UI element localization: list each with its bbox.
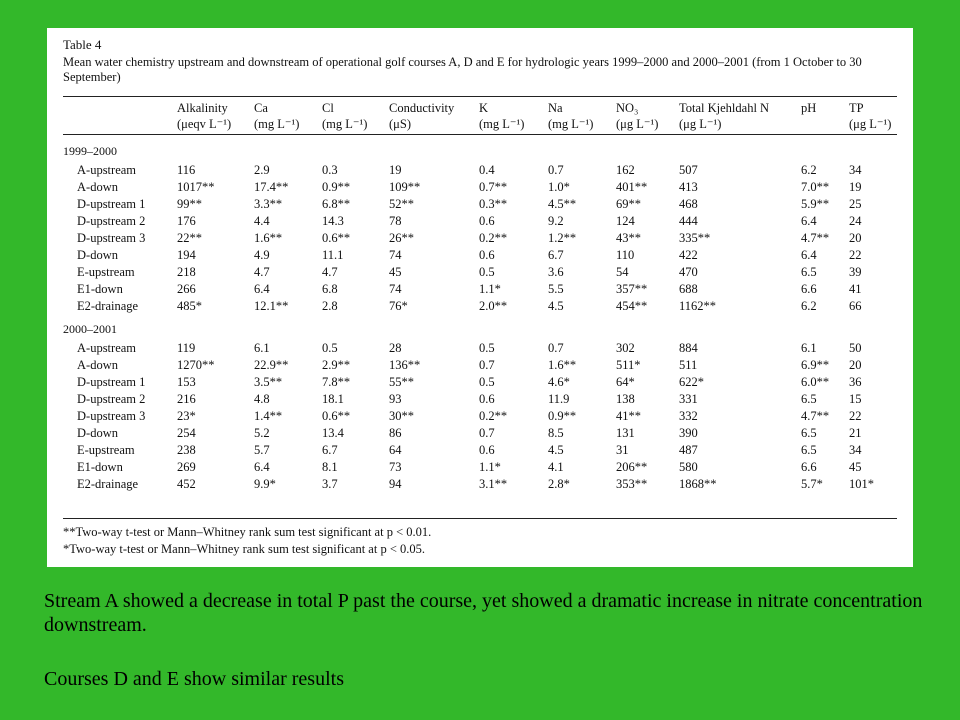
table-cell: 0.3**: [479, 197, 508, 211]
table-cell: 153: [177, 375, 196, 389]
table-row: [47, 358, 913, 375]
table-cell: 487: [679, 443, 698, 457]
table-cell: 6.1: [254, 341, 270, 355]
table-cell: 13.4: [322, 426, 344, 440]
table-cell: 28: [389, 341, 402, 355]
table-cell: 1017**: [177, 180, 215, 194]
table-cell: 6.5: [801, 426, 817, 440]
table-cell: 5.7*: [801, 477, 823, 491]
table-cell: 21: [849, 426, 862, 440]
table-cell: 11.1: [322, 248, 344, 262]
table-cell: 4.7: [254, 265, 270, 279]
table-cell: 0.6**: [322, 231, 351, 245]
table-cell: 0.3: [322, 163, 338, 177]
table-row: [47, 460, 913, 477]
table-cell: 9.9*: [254, 477, 276, 491]
table-cell: 31: [616, 443, 629, 457]
row-label: D-down: [77, 248, 118, 262]
table-cell: 332: [679, 409, 698, 423]
column-header: [479, 100, 524, 132]
table-cell: 4.7**: [801, 409, 830, 423]
row-label: E-upstream: [77, 443, 135, 457]
table-row: [47, 197, 913, 214]
table-cell: 4.7**: [801, 231, 830, 245]
table-cell: 110: [616, 248, 635, 262]
table-cell: 3.3**: [254, 197, 283, 211]
table-cell: 0.9**: [322, 180, 351, 194]
table-cell: 8.1: [322, 460, 338, 474]
table-cell: 0.7**: [479, 180, 508, 194]
table-cell: 331: [679, 392, 698, 406]
table-cell: 194: [177, 248, 196, 262]
table-cell: 4.5: [548, 443, 564, 457]
table-cell: 50: [849, 341, 862, 355]
table-row: [47, 163, 913, 180]
table-cell: 1.1*: [479, 282, 501, 296]
table-cell: 39: [849, 265, 862, 279]
table-cell: 15: [849, 392, 862, 406]
table-cell: 2.9**: [322, 358, 351, 372]
table-row: [47, 231, 913, 248]
table-cell: 43**: [616, 231, 641, 245]
table-cell: 4.9: [254, 248, 270, 262]
table-cell: 41: [849, 282, 862, 296]
table-cell: 511*: [616, 358, 641, 372]
table-cell: 26**: [389, 231, 414, 245]
table-cell: 1868**: [679, 477, 717, 491]
table-cell: 6.4: [254, 460, 270, 474]
table-cell: 3.5**: [254, 375, 283, 389]
table-cell: 54: [616, 265, 629, 279]
column-header-name: NO₃: [616, 101, 639, 115]
table-cell: 18.1: [322, 392, 344, 406]
table-row: [47, 443, 913, 460]
column-header-name: K: [479, 101, 489, 115]
column-header-name: Alkalinity: [177, 101, 228, 115]
table-cell: 0.4: [479, 163, 495, 177]
table-cell: 1.4**: [254, 409, 283, 423]
table-cell: 78: [389, 214, 402, 228]
table-cell: 66: [849, 299, 862, 313]
table-cell: 109**: [389, 180, 421, 194]
table-cell: 580: [679, 460, 698, 474]
table-cell: 254: [177, 426, 196, 440]
row-label: D-upstream 2: [77, 214, 146, 228]
row-label: D-upstream 3: [77, 409, 146, 423]
table-row: [47, 409, 913, 426]
table-row: [47, 299, 913, 316]
column-header: [322, 100, 367, 132]
table-cell: 688: [679, 282, 698, 296]
table-cell: 390: [679, 426, 698, 440]
row-label: E2-drainage: [77, 299, 139, 313]
column-header-unit: (mg L⁻¹): [254, 117, 300, 131]
table-cell: 74: [389, 282, 402, 296]
table-cell: 8.5: [548, 426, 564, 440]
table-cell: 73: [389, 460, 402, 474]
table-cell: 507: [679, 163, 698, 177]
row-label: D-upstream 3: [77, 231, 146, 245]
table-caption: Mean water chemistry upstream and downstream of operational golf courses A, D and E for hydrologic years 1999–2000 and 2000–2001 (from 1 October to 30 September): [63, 55, 862, 84]
table-cell: 1.6**: [254, 231, 283, 245]
table-row: [47, 392, 913, 409]
table-cell: 64*: [616, 375, 635, 389]
table-cell: 335**: [679, 231, 711, 245]
row-label: E2-drainage: [77, 477, 139, 491]
table-cell: 7.0**: [801, 180, 830, 194]
table-cell: 101*: [849, 477, 874, 491]
table-cell: 302: [616, 341, 635, 355]
table-cell: 468: [679, 197, 698, 211]
table-cell: 7.8**: [322, 375, 351, 389]
column-header: [849, 100, 891, 132]
table-cell: 19: [849, 180, 862, 194]
table-row: [47, 375, 913, 392]
table-cell: 218: [177, 265, 196, 279]
table-cell: 116: [177, 163, 196, 177]
row-label: A-down: [77, 180, 118, 194]
column-header-unit: (mg L⁻¹): [548, 117, 594, 131]
table-cell: 24: [849, 214, 862, 228]
table-cell: 413: [679, 180, 698, 194]
table-cell: 0.5: [322, 341, 338, 355]
table-cell: 6.4: [801, 248, 817, 262]
table-cell: 0.7: [479, 426, 495, 440]
table-cell: 34: [849, 443, 862, 457]
table-cell: 444: [679, 214, 698, 228]
table-cell: 94: [389, 477, 402, 491]
table-cell: 69**: [616, 197, 641, 211]
table-cell: 0.9**: [548, 409, 577, 423]
table-cell: 0.6: [479, 214, 495, 228]
table-cell: 1.2**: [548, 231, 577, 245]
column-header-unit: (μeqv L⁻¹): [177, 117, 232, 131]
table-cell: 17.4**: [254, 180, 289, 194]
row-label: E1-down: [77, 460, 123, 474]
column-header-unit: (mg L⁻¹): [479, 117, 525, 131]
table-cell: 238: [177, 443, 196, 457]
table-cell: 4.7: [322, 265, 338, 279]
table-cell: 6.1: [801, 341, 817, 355]
column-header-name: Ca: [254, 101, 268, 115]
table-row: [47, 214, 913, 231]
table-cell: 1.0*: [548, 180, 570, 194]
table-cell: 4.1: [548, 460, 564, 474]
table-cell: 1.1*: [479, 460, 501, 474]
table-cell: 41**: [616, 409, 641, 423]
section-label: 1999–2000: [63, 144, 117, 158]
table-cell: 401**: [616, 180, 648, 194]
table-cell: 5.2: [254, 426, 270, 440]
table-cell: 30**: [389, 409, 414, 423]
column-header: [254, 100, 299, 132]
row-label: E-upstream: [77, 265, 135, 279]
table-cell: 124: [616, 214, 635, 228]
slide-paragraph-2: Courses D and E show similar results: [44, 668, 344, 690]
table-cell: 2.8: [322, 299, 338, 313]
table-cell: 176: [177, 214, 196, 228]
table-cell: 2.0**: [479, 299, 508, 313]
row-label: D-upstream 2: [77, 392, 146, 406]
row-label: D-upstream 1: [77, 375, 146, 389]
table-cell: 1270**: [177, 358, 215, 372]
row-label: A-down: [77, 358, 118, 372]
table-cell: 45: [389, 265, 402, 279]
table-top-rule: [63, 96, 897, 97]
table-cell: 6.8**: [322, 197, 351, 211]
table-cell: 131: [616, 426, 635, 440]
table-cell: 5.9**: [801, 197, 830, 211]
table-cell: 93: [389, 392, 402, 406]
table-cell: 86: [389, 426, 402, 440]
table-header-rule: [63, 134, 897, 135]
table-row: [47, 180, 913, 197]
table-cell: 119: [177, 341, 196, 355]
table-cell: 6.6: [801, 460, 817, 474]
table-cell: 6.4: [254, 282, 270, 296]
table-cell: 52**: [389, 197, 414, 211]
table-cell: 622*: [679, 375, 704, 389]
column-header: [616, 100, 658, 132]
table-cell: 0.7: [548, 163, 564, 177]
table-cell: 422: [679, 248, 698, 262]
column-header-name: Cl: [322, 101, 334, 115]
row-label: D-down: [77, 426, 118, 440]
column-header: [389, 100, 454, 132]
table-cell: 20: [849, 358, 862, 372]
table-cell: 485*: [177, 299, 202, 313]
table-cell: 6.7: [548, 248, 564, 262]
table-cell: 55**: [389, 375, 414, 389]
table-cell: 6.5: [801, 392, 817, 406]
column-header-name: TP: [849, 101, 864, 115]
table-cell: 6.8: [322, 282, 338, 296]
column-header-name: Total Kjehldahl N: [679, 101, 770, 115]
table-cell: 2.8*: [548, 477, 570, 491]
table-cell: 6.6: [801, 282, 817, 296]
table-row: [47, 477, 913, 494]
table-bottom-rule: [63, 518, 897, 519]
table-row: [47, 341, 913, 358]
table-cell: 76*: [389, 299, 408, 313]
table-cell: 5.5: [548, 282, 564, 296]
table-cell: 4.8: [254, 392, 270, 406]
table-cell: 22**: [177, 231, 202, 245]
column-header-unit: (mg L⁻¹): [322, 117, 368, 131]
column-header-unit: (μg L⁻¹): [616, 117, 659, 131]
table-cell: 6.5: [801, 443, 817, 457]
column-header-unit: (μS): [389, 117, 411, 131]
table-cell: 353**: [616, 477, 648, 491]
table-cell: 0.6: [479, 443, 495, 457]
table-cell: 64: [389, 443, 402, 457]
section-label: 2000–2001: [63, 322, 117, 336]
row-label: E1-down: [77, 282, 123, 296]
table-row: [47, 265, 913, 282]
row-label: A-upstream: [77, 163, 137, 177]
column-header: [679, 100, 769, 132]
table-cell: 0.2**: [479, 409, 508, 423]
column-header-unit: (μg L⁻¹): [849, 117, 892, 131]
table-cell: 0.6: [479, 248, 495, 262]
footnote: **Two-way t-test or Mann–Whitney rank sum test significant at p < 0.01.: [63, 525, 432, 539]
row-label: A-upstream: [77, 341, 137, 355]
table-cell: 25: [849, 197, 862, 211]
table-cell: 45: [849, 460, 862, 474]
slide-paragraph-1: Stream A showed a decrease in total P past the course, yet showed a dramatic increase in nitrate concentration downstream.: [44, 590, 923, 636]
table-cell: 0.7: [479, 358, 495, 372]
table-cell: 357**: [616, 282, 648, 296]
table-cell: 6.9**: [801, 358, 830, 372]
table-cell: 22: [849, 409, 862, 423]
table-cell: 0.6**: [322, 409, 351, 423]
table-cell: 511: [679, 358, 698, 372]
table-cell: 99**: [177, 197, 202, 211]
column-header-name: Conductivity: [389, 101, 455, 115]
column-header-unit: (μg L⁻¹): [679, 117, 722, 131]
table-cell: 4.5**: [548, 197, 577, 211]
column-header: [548, 100, 593, 132]
table-cell: 6.4: [801, 214, 817, 228]
table-cell: 3.6: [548, 265, 564, 279]
table-cell: 136**: [389, 358, 421, 372]
table-cell: 452: [177, 477, 196, 491]
table-cell: 162: [616, 163, 635, 177]
table-cell: 0.6: [479, 392, 495, 406]
table-label: Table 4: [63, 37, 102, 52]
table-cell: 4.6*: [548, 375, 570, 389]
table-cell: 5.7: [254, 443, 270, 457]
table-cell: 4.4: [254, 214, 270, 228]
table-cell: 6.5: [801, 265, 817, 279]
table-cell: 6.0**: [801, 375, 830, 389]
footnote: *Two-way t-test or Mann–Whitney rank sum test significant at p < 0.05.: [63, 542, 426, 556]
table-panel: [47, 28, 913, 567]
table-row: [47, 248, 913, 265]
table-cell: 138: [616, 392, 635, 406]
table-cell: 20: [849, 231, 862, 245]
table-cell: 1162**: [679, 299, 717, 313]
table-cell: 3.7: [322, 477, 338, 491]
table-cell: 36: [849, 375, 862, 389]
table-cell: 0.5: [479, 375, 495, 389]
table-cell: 14.3: [322, 214, 344, 228]
table-cell: 6.2: [801, 299, 817, 313]
table-cell: 216: [177, 392, 196, 406]
table-cell: 11.9: [548, 392, 570, 406]
column-header: [801, 100, 816, 116]
table-cell: 884: [679, 341, 698, 355]
column-header-name: pH: [801, 101, 817, 115]
table-cell: 1.6**: [548, 358, 577, 372]
table-cell: 4.5: [548, 299, 564, 313]
column-header: [177, 100, 231, 132]
table-cell: 34: [849, 163, 862, 177]
table-cell: 6.7: [322, 443, 338, 457]
table-cell: 0.5: [479, 265, 495, 279]
table-cell: 3.1**: [479, 477, 508, 491]
table-cell: 12.1**: [254, 299, 289, 313]
table-cell: 6.2: [801, 163, 817, 177]
table-cell: 19: [389, 163, 402, 177]
table-cell: 74: [389, 248, 402, 262]
table-cell: 454**: [616, 299, 648, 313]
column-header-name: Na: [548, 101, 563, 115]
table-row: [47, 426, 913, 443]
table-cell: 22.9**: [254, 358, 289, 372]
table-cell: 0.7: [548, 341, 564, 355]
table-cell: 0.5: [479, 341, 495, 355]
table-cell: 0.2**: [479, 231, 508, 245]
table-cell: 266: [177, 282, 196, 296]
table-cell: 470: [679, 265, 698, 279]
table-cell: 2.9: [254, 163, 270, 177]
table-cell: 23*: [177, 409, 196, 423]
table-cell: 9.2: [548, 214, 564, 228]
table-cell: 206**: [616, 460, 648, 474]
table-cell: 22: [849, 248, 862, 262]
table-cell: 269: [177, 460, 196, 474]
row-label: D-upstream 1: [77, 197, 146, 211]
table-row: [47, 282, 913, 299]
